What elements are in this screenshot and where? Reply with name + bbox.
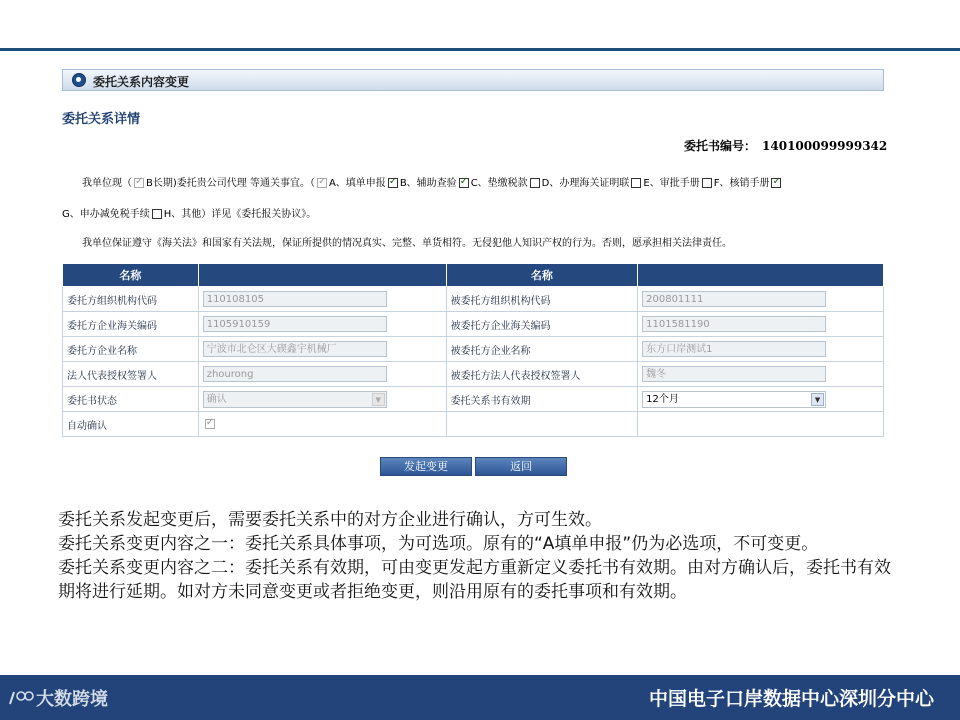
label-g-exemption: G、申办减免税手续 bbox=[62, 209, 150, 220]
status-select bbox=[203, 391, 387, 408]
row-label: 被委托方企业海关编码 bbox=[446, 312, 638, 337]
label-h-other: H、其他 bbox=[163, 209, 202, 220]
checkbox-g-exemption[interactable] bbox=[771, 178, 781, 188]
contract-number-label: 委托书编号： bbox=[684, 139, 757, 153]
checkbox-e-approval[interactable] bbox=[631, 178, 641, 188]
section-title: 委托关系详情 bbox=[62, 112, 141, 127]
agent-signatory-field: 魏冬 bbox=[642, 366, 826, 382]
agent-company-name-field: 东方口岸测试1 bbox=[642, 341, 826, 357]
label-c-tax: C、垫缴税款 bbox=[470, 178, 528, 189]
logo-text: 大数跨境 bbox=[36, 689, 108, 710]
row-label: 委托方企业名称 bbox=[63, 337, 199, 362]
label-a-declaration: A、填单申报 bbox=[328, 178, 386, 189]
clause-mid: )委托贵公司代理 等通关事宜。（ bbox=[172, 178, 315, 189]
footer-bar bbox=[0, 675, 960, 720]
description bbox=[58, 508, 898, 604]
column-header: 名称 bbox=[446, 264, 638, 287]
label-d-certificate: D、办理海关证明联 bbox=[541, 178, 630, 189]
row-label: 法人代表授权签署人 bbox=[63, 362, 199, 387]
table-row bbox=[63, 287, 884, 312]
checkbox-long-term bbox=[134, 178, 144, 188]
logo-icon bbox=[8, 688, 34, 706]
validity-select[interactable] bbox=[642, 391, 826, 408]
agent-org-code-field: 200801111 bbox=[642, 291, 826, 307]
validity-select-value: 12个月 bbox=[646, 393, 679, 405]
row-label: 被委托方法人代表授权签署人 bbox=[446, 362, 638, 387]
panel-title: 委托关系内容变更 bbox=[93, 75, 190, 89]
row-label: 被委托方组织机构代码 bbox=[446, 287, 638, 312]
table-row bbox=[63, 312, 884, 337]
organization-name: 中国电子口岸数据中心深圳分中心 bbox=[648, 688, 934, 710]
chevron-down-icon[interactable]: ▼ bbox=[811, 393, 824, 406]
org-code-field: 110108105 bbox=[203, 291, 387, 307]
top-rule bbox=[0, 48, 960, 51]
panel-bullet-icon bbox=[72, 73, 86, 87]
row-label: 被委托方企业名称 bbox=[446, 337, 638, 362]
contract-number bbox=[684, 137, 887, 154]
submit-change-button[interactable]: 发起变更 bbox=[380, 457, 472, 476]
table-row bbox=[63, 387, 884, 412]
chevron-down-icon: ▼ bbox=[372, 393, 385, 406]
contract-number-value: 140100099999342 bbox=[762, 139, 888, 153]
table-row bbox=[63, 337, 884, 362]
signatory-field: zhourong bbox=[203, 366, 387, 382]
description-line: 委托关系变更内容之一：委托关系具体事项，为可选项。原有的“A填单申报”仍为必选项，不可变更。 bbox=[58, 534, 819, 554]
checkbox-h-other[interactable] bbox=[152, 209, 162, 219]
checkbox-a-declaration bbox=[317, 178, 327, 188]
label-b-inspection: B、辅助查验 bbox=[399, 178, 457, 189]
row-label: 自动确认 bbox=[63, 412, 199, 437]
clause-suffix: ）详见《委托报关协议》。 bbox=[201, 209, 317, 220]
row-label: 委托书状态 bbox=[63, 387, 199, 412]
table-header-row bbox=[63, 264, 884, 287]
promise-text: 我单位保证遵守《海关法》和国家有关法规，保证所提供的情况真实、完整、单货相符。无侵犯他人知识产权的行为。否则，愿承担相关法律责任。 bbox=[82, 238, 732, 249]
auto-confirm-checkbox bbox=[205, 419, 215, 429]
agent-customs-code-field: 1101581190 bbox=[642, 316, 826, 332]
description-line: 委托关系发起变更后，需要委托关系中的对方企业进行确认，方可生效。 bbox=[58, 510, 602, 530]
label-f-verification: F、核销手册 bbox=[713, 178, 770, 189]
relation-table bbox=[62, 263, 884, 437]
row-label: 委托方组织机构代码 bbox=[63, 287, 199, 312]
row-label: 委托关系书有效期 bbox=[446, 387, 638, 412]
checkbox-f-verification[interactable] bbox=[702, 178, 712, 188]
column-header bbox=[638, 264, 884, 287]
table-row bbox=[63, 362, 884, 387]
back-button[interactable]: 返回 bbox=[475, 457, 567, 476]
column-header: 名称 bbox=[63, 264, 199, 287]
table-row bbox=[63, 412, 884, 437]
customs-code-field: 1105910159 bbox=[203, 316, 387, 332]
checkbox-c-tax[interactable] bbox=[459, 178, 469, 188]
clause-line-2 bbox=[62, 205, 316, 220]
checkbox-b-inspection[interactable] bbox=[388, 178, 398, 188]
status-select-value: 确认 bbox=[206, 393, 227, 405]
checkbox-d-certificate[interactable] bbox=[530, 178, 540, 188]
panel-header bbox=[62, 69, 884, 91]
description-line: 委托关系变更内容之二：委托关系有效期，可由变更发起方重新定义委托书有效期。由对方确认后，委托书有效期将进行延期。如对方未同意变更或者拒绝变更，则沿用原有的委托事项和有效期。 bbox=[58, 558, 891, 602]
label-long-term: B长期 bbox=[146, 178, 173, 189]
clause-prefix: 我单位现（ bbox=[82, 178, 132, 189]
column-header bbox=[198, 264, 446, 287]
clause-line-1 bbox=[82, 174, 783, 189]
company-name-field: 宁波市北仑区大碶鑫宇机械厂 bbox=[203, 341, 387, 357]
row-label: 委托方企业海关编码 bbox=[63, 312, 199, 337]
label-e-approval: E、审批手册 bbox=[643, 178, 700, 189]
